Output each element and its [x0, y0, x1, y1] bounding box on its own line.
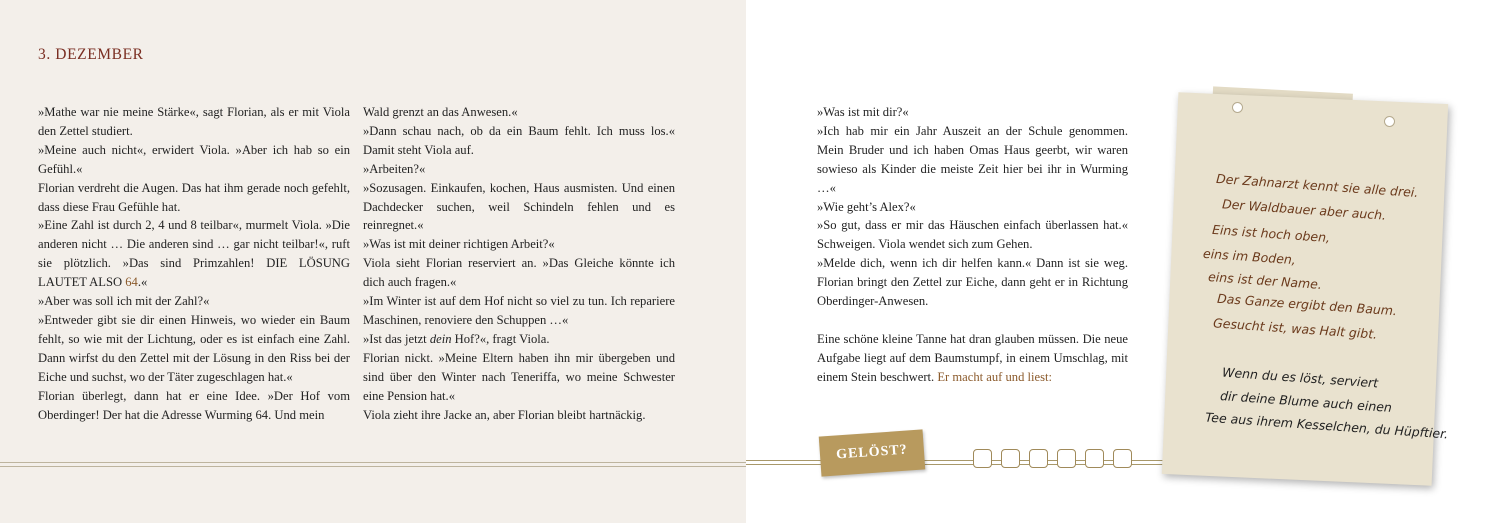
answer-box[interactable] [1085, 449, 1104, 468]
paragraph: Florian überlegt, dann hat er eine Idee. »Der Hof vom Oberdinger! Der hat die Adresse Wurming 64. Und mein [38, 388, 350, 422]
paragraph-text: .« [137, 275, 148, 290]
paragraph: »Dann schau nach, ob da ein Baum fehlt. Ich muss los.« Damit steht Viola auf. [363, 123, 675, 157]
note-closing-line: Wenn du es löst, serviert [1221, 364, 1379, 391]
punch-hole-icon [1384, 116, 1395, 127]
paragraph-text: »Ist das jetzt [363, 331, 427, 346]
divider-line [0, 466, 746, 467]
riddle-line: Der Zahnarzt kennt sie alle drei. [1215, 170, 1419, 201]
paragraph: Florian nickt. »Meine Eltern haben ihn mir übergeben und sind über den Winter nach Teneriffa, wo meine Schwester eine Pension hat.« [363, 350, 675, 403]
paragraph [817, 330, 1128, 387]
solved-tag: GELÖST? [819, 429, 926, 476]
paragraph-text: »Eine Zahl ist durch 2, 4 und 8 teilbar«, murmelt Viola. »Die anderen nicht … Die anderen sind … gar nicht teilbar!«, ruft sie plötzlich. »Das sind Primzahlen! DIE LÖSUNG LAUTET ALSO [38, 218, 350, 290]
paragraph-gap [817, 311, 1128, 330]
paragraph: Wald grenzt an das Anwesen.« [363, 105, 518, 119]
paragraph: Florian verdreht die Augen. Das hat ihm gerade noch gefehlt, dass diese Frau Gefühle hat. [38, 180, 350, 214]
text-column-3 [817, 103, 1128, 387]
paragraph: »So gut, dass er mir das Häuschen einfach überlassen hat.« Schweigen. Viola wendet sich zum Gehen. [817, 218, 1128, 252]
paragraph: »Sozusagen. Einkaufen, kochen, Haus ausmisten. Und einen Dachdecker suchen, weil Schindeln fehlen und es reinregnet.« [363, 180, 675, 233]
riddle-line: Gesucht ist, was Halt gibt. [1212, 315, 1378, 342]
paragraph: »Aber was soll ich mit der Zahl?« [38, 294, 210, 309]
answer-box[interactable] [1029, 449, 1048, 468]
paragraph-text: Hof?«, fragt Viola. [454, 331, 550, 346]
answer-box[interactable] [1057, 449, 1076, 468]
paragraph: »Entweder gibt sie dir einen Hinweis, wo wieder ein Baum fehlt, so wie mit der Lichtung, oder es ist einfach eine Zahl. Dann wirfst du den Zettel mit der Lösung in den Riss bei der Eiche und suchst, wo der Täter zugeschlagen hat.« [38, 312, 350, 384]
riddle-line: eins ist der Name. [1207, 269, 1323, 292]
answer-box[interactable] [1001, 449, 1020, 468]
paragraph: »Im Winter ist auf dem Hof nicht so viel zu tun. Ich repariere Maschinen, renoviere den Schuppen …« [363, 294, 675, 327]
paragraph: »Melde dich, wenn ich dir helfen kann.« Dann ist sie weg. Florian bringt den Zettel zur Eiche, dann geht er in Richtung Oberdinger-Anwesen. [817, 256, 1128, 309]
paragraph-text: Eine schöne kleine Tanne hat dran glauben müssen. Die neue Aufgabe liegt auf dem Baumstumpf, in einem Umschlag, mit einem Stein beschwert. [817, 331, 1128, 384]
riddle-line: Der Waldbauer aber auch. [1221, 196, 1387, 223]
emphasis-text: dein [429, 331, 452, 346]
paragraph: »Meine auch nicht«, erwidert Viola. »Aber ich hab so ein Gefühl.« [38, 142, 350, 176]
text-column-1 [38, 103, 350, 424]
answer-box[interactable] [973, 449, 992, 468]
riddle-line: eins im Boden, [1202, 245, 1297, 268]
text-column-2 [363, 103, 675, 424]
paragraph [363, 330, 675, 349]
divider-line [0, 462, 746, 463]
highlight-text: Er macht auf und liest: [937, 369, 1053, 384]
paragraph: »Wie geht’s Alex?« [817, 199, 916, 214]
riddle-line: Eins ist hoch oben, [1211, 221, 1331, 246]
paragraph: »Arbeiten?« [363, 161, 426, 176]
note-closing-line: dir deine Blume auch einen [1219, 388, 1393, 415]
paragraph: »Was ist mit dir?« [817, 105, 909, 119]
paragraph: »Mathe war nie meine Stärke«, sagt Florian, als er mit Viola den Zettel studiert. [38, 105, 350, 138]
paragraph: »Was ist mit deiner richtigen Arbeit?« [363, 237, 555, 252]
answer-box[interactable] [1113, 449, 1132, 468]
note-closing-line: Tee aus ihrem Kesselchen, du Hüpftier. [1204, 409, 1449, 442]
riddle-line: Das Ganze ergibt den Baum. [1216, 290, 1398, 319]
chapter-heading: 3. DEZEMBER [38, 46, 144, 63]
paragraph: »Ich hab mir ein Jahr Auszeit an der Schule genommen. Mein Bruder und ich haben Omas Haus geerbt, wir waren sowieso als Kinder die meiste Zeit hier bei ihr in Wurming …« [817, 123, 1128, 195]
solution-number: 64 [125, 275, 138, 290]
paragraph [38, 216, 350, 292]
paragraph: Viola zieht ihre Jacke an, aber Florian bleibt hartnäckig. [363, 407, 646, 422]
punch-hole-icon [1232, 102, 1243, 113]
paragraph: Viola sieht Florian reserviert an. »Das Gleiche könnte ich dich auch fragen.« [363, 256, 675, 290]
